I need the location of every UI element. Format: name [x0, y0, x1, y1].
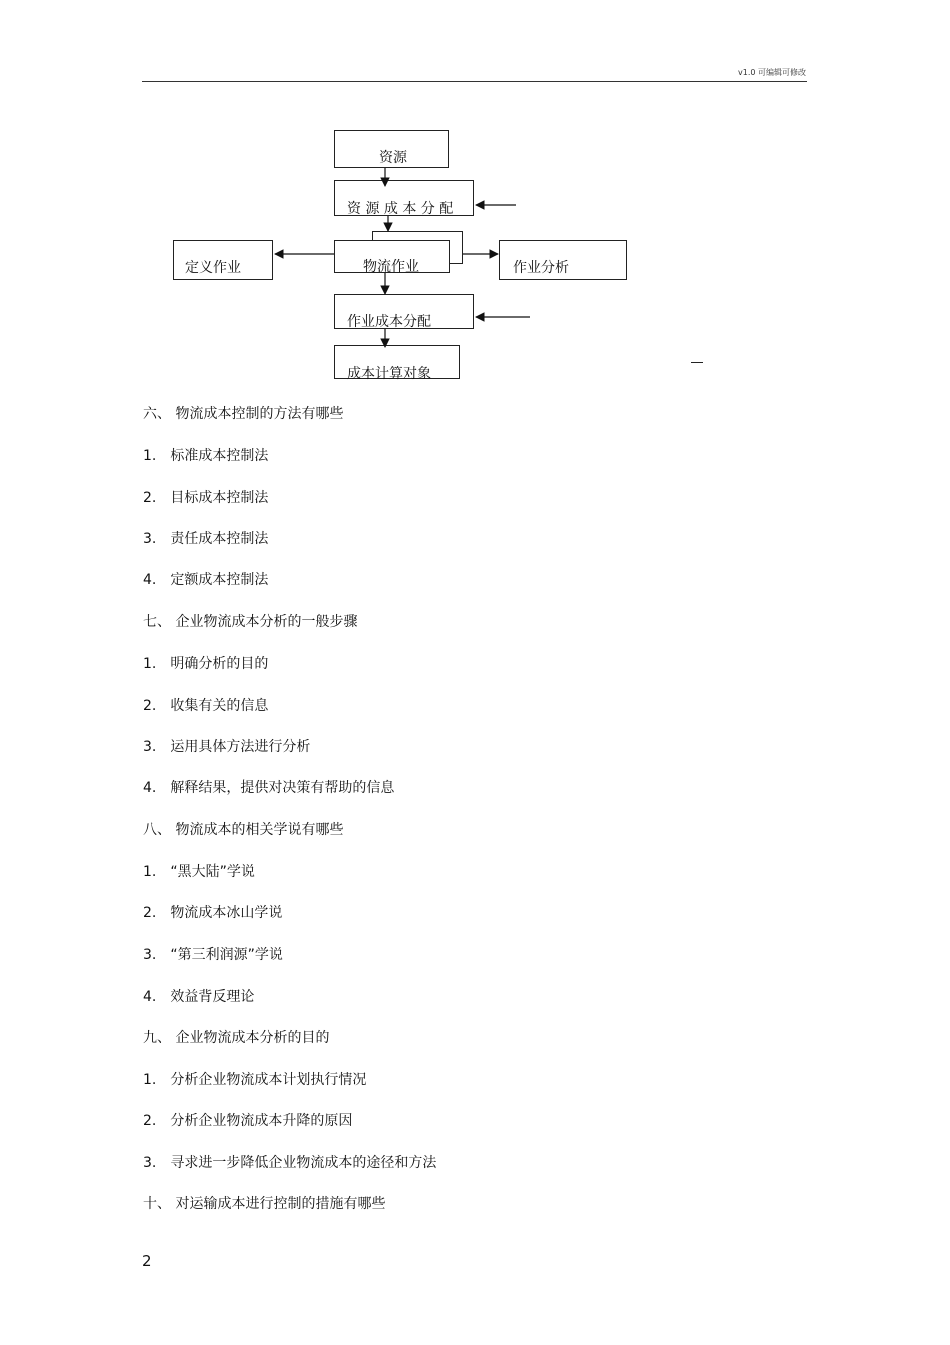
page-number: 2 — [142, 1252, 152, 1270]
logistics-activity-label: 物流作业 — [363, 259, 419, 275]
section-six-heading: 六、 物流成本控制的方法有哪些 — [143, 406, 344, 422]
section-eight-heading: 八、 物流成本的相关学说有哪些 — [143, 822, 344, 838]
list-item: 3. 寻求进一步降低企业物流成本的途径和方法 — [143, 1155, 437, 1171]
list-item: 3. 运用具体方法进行分析 — [143, 739, 311, 755]
list-item: 3. 责任成本控制法 — [143, 531, 269, 547]
cost-object-label: 成本计算对象 — [347, 366, 431, 382]
list-item: 4. 效益背反理论 — [143, 989, 255, 1005]
list-item: 1. 明确分析的目的 — [143, 656, 269, 672]
list-item: 2. 物流成本冰山学说 — [143, 905, 283, 921]
header-note: v1.0 可编辑可修改 — [738, 68, 806, 77]
section-ten-heading: 十、 对运输成本进行控制的措施有哪些 — [143, 1196, 386, 1212]
activity-cost-allocation-label: 作业成本分配 — [347, 314, 431, 330]
list-item: 3. “第三利润源”学说 — [143, 947, 283, 963]
section-seven-heading: 七、 企业物流成本分析的一般步骤 — [143, 614, 358, 630]
list-item: 1. “黑大陆”学说 — [143, 864, 255, 880]
section-nine-heading: 九、 企业物流成本分析的目的 — [143, 1030, 330, 1046]
diagram-arrows — [0, 0, 950, 400]
resource-cost-allocation-label: 资 源 成 本 分 配 — [347, 201, 454, 217]
resource-label: 资源 — [379, 150, 407, 166]
list-item: 1. 分析企业物流成本计划执行情况 — [143, 1072, 367, 1088]
define-activity-label: 定义作业 — [185, 260, 241, 276]
list-item: 4. 解释结果，提供对决策有帮助的信息 — [143, 780, 395, 796]
list-item: 2. 收集有关的信息 — [143, 698, 269, 714]
list-item: 2. 分析企业物流成本升降的原因 — [143, 1113, 353, 1129]
activity-analysis-label: 作业分析 — [513, 260, 569, 276]
stray-dash — [691, 362, 703, 363]
list-item: 4. 定额成本控制法 — [143, 572, 269, 588]
list-item: 2. 目标成本控制法 — [143, 490, 269, 506]
list-item: 1. 标准成本控制法 — [143, 448, 269, 464]
